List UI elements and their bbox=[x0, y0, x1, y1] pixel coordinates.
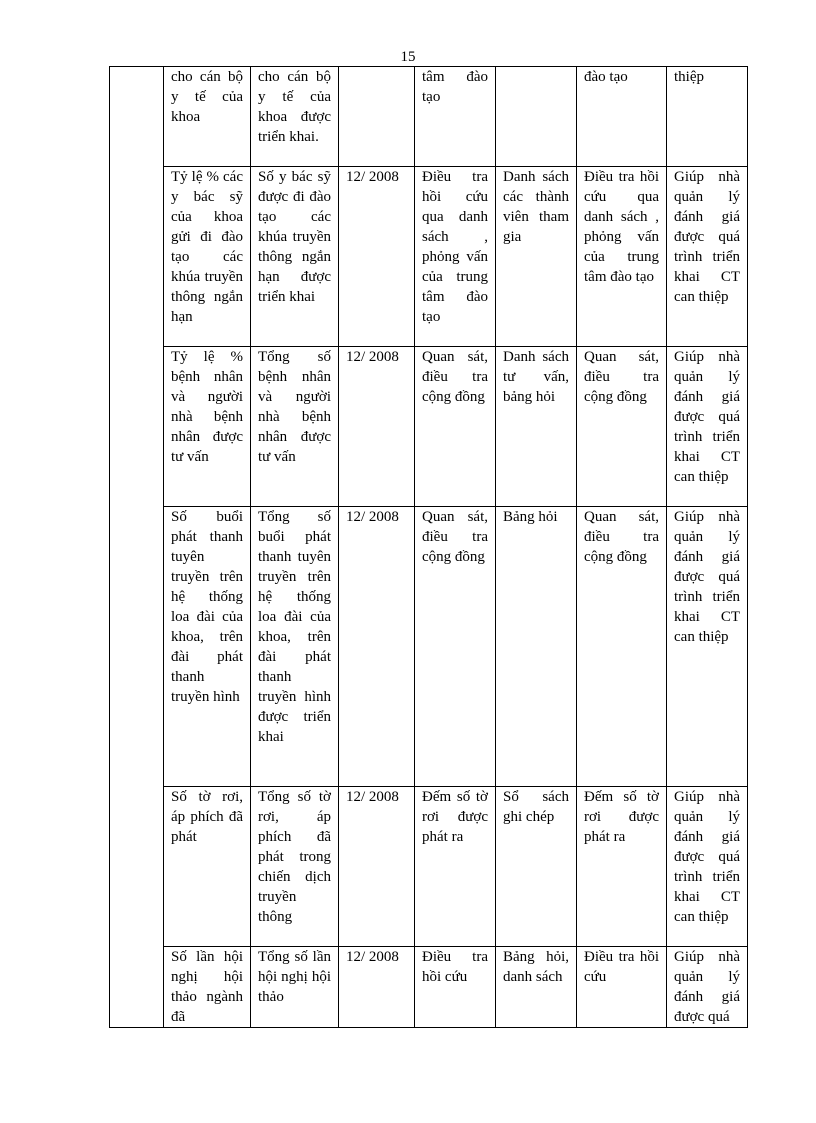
tool-cell: Sổ sách ghi chép bbox=[496, 787, 577, 947]
definition-cell: Tổng số bệnh nhân và người nhà bệnh nhân được tư vấn bbox=[251, 347, 339, 507]
definition-cell: Tổng số buổi phát thanh tuyên truyền trên hệ thống loa đài của khoa, trên đài phát thanh truyền hình được triển khai bbox=[251, 507, 339, 787]
collection-cell: Quan sát, điều tra cộng đồng bbox=[577, 347, 667, 507]
indicator-cell: Tỷ lệ % bệnh nhân và người nhà bệnh nhân được tư vấn bbox=[164, 347, 251, 507]
purpose-cell: Giúp nhà quản lý đánh giá được quá trình triển khai CT can thiệp bbox=[667, 167, 748, 347]
purpose-cell: Giúp nhà quản lý đánh giá được quá trình triển khai CT can thiệp bbox=[667, 787, 748, 947]
method-cell: Điều tra hồi cứu qua danh sách , phỏng vấn của trung tâm đào tạo bbox=[415, 167, 496, 347]
definition-cell: Tổng số tờ rơi, áp phích đã phát trong chiến dịch truyền thông bbox=[251, 787, 339, 947]
definition-cell: Số y bác sỹ được đi đào tạo các khúa truyền thông ngắn hạn được triển khai bbox=[251, 167, 339, 347]
method-cell: tâm đào tạo bbox=[415, 67, 496, 167]
tool-cell: Bảng hỏi bbox=[496, 507, 577, 787]
page-number: 15 bbox=[400, 49, 416, 65]
tool-cell bbox=[496, 67, 577, 167]
definition-cell: Tổng số lần hội nghị hội thảo bbox=[251, 947, 339, 1028]
table-row bbox=[110, 167, 748, 347]
method-cell: Điều tra hồi cứu bbox=[415, 947, 496, 1028]
collection-cell: Điều tra hồi cứu bbox=[577, 947, 667, 1028]
collection-cell: Quan sát, điều tra cộng đồng bbox=[577, 507, 667, 787]
time-cell: 12/ 2008 bbox=[339, 787, 415, 947]
indicator-cell: Số buổi phát thanh tuyên truyền trên hệ thống loa đài của khoa, trên đài phát thanh truyền hình bbox=[164, 507, 251, 787]
indicator-cell: Số tờ rơi, áp phích đã phát bbox=[164, 787, 251, 947]
tool-cell: Danh sách tư vấn, bảng hỏi bbox=[496, 347, 577, 507]
purpose-cell: Giúp nhà quản lý đánh giá được quá trình triển khai CT can thiệp bbox=[667, 507, 748, 787]
indicator-cell: cho cán bộ y tế của khoa bbox=[164, 67, 251, 167]
method-cell: Đếm số tờ rơi được phát ra bbox=[415, 787, 496, 947]
time-cell: 12/ 2008 bbox=[339, 347, 415, 507]
table-row bbox=[110, 507, 748, 787]
indicator-cell: Số lần hội nghị hội thảo ngành đã bbox=[164, 947, 251, 1028]
collection-cell: đào tạo bbox=[577, 67, 667, 167]
time-cell: 12/ 2008 bbox=[339, 167, 415, 347]
purpose-cell: Giúp nhà quản lý đánh giá được quá trình triển khai CT can thiệp bbox=[667, 347, 748, 507]
purpose-cell: thiệp bbox=[667, 67, 748, 167]
table-row bbox=[110, 67, 748, 167]
indicator-table bbox=[109, 66, 748, 1028]
table-row bbox=[110, 347, 748, 507]
tool-cell: Danh sách các thành viên tham gia bbox=[496, 167, 577, 347]
indicator-cell: Tỷ lệ % các y bác sỹ của khoa gửi đi đào tạo các khúa truyền thông ngắn hạn bbox=[164, 167, 251, 347]
tool-cell: Bảng hỏi, danh sách bbox=[496, 947, 577, 1028]
collection-cell: Đếm số tờ rơi được phát ra bbox=[577, 787, 667, 947]
merged-empty-column bbox=[110, 67, 164, 1028]
time-cell: 12/ 2008 bbox=[339, 507, 415, 787]
purpose-cell: Giúp nhà quản lý đánh giá được quá bbox=[667, 947, 748, 1028]
time-cell bbox=[339, 67, 415, 167]
definition-cell: cho cán bộ y tế của khoa được triển khai. bbox=[251, 67, 339, 167]
table-row bbox=[110, 787, 748, 947]
collection-cell: Điều tra hồi cứu qua danh sách , phỏng vấn của trung tâm đào tạo bbox=[577, 167, 667, 347]
time-cell: 12/ 2008 bbox=[339, 947, 415, 1028]
method-cell: Quan sát, điều tra cộng đồng bbox=[415, 507, 496, 787]
method-cell: Quan sát, điều tra cộng đồng bbox=[415, 347, 496, 507]
table-row bbox=[110, 947, 748, 1028]
